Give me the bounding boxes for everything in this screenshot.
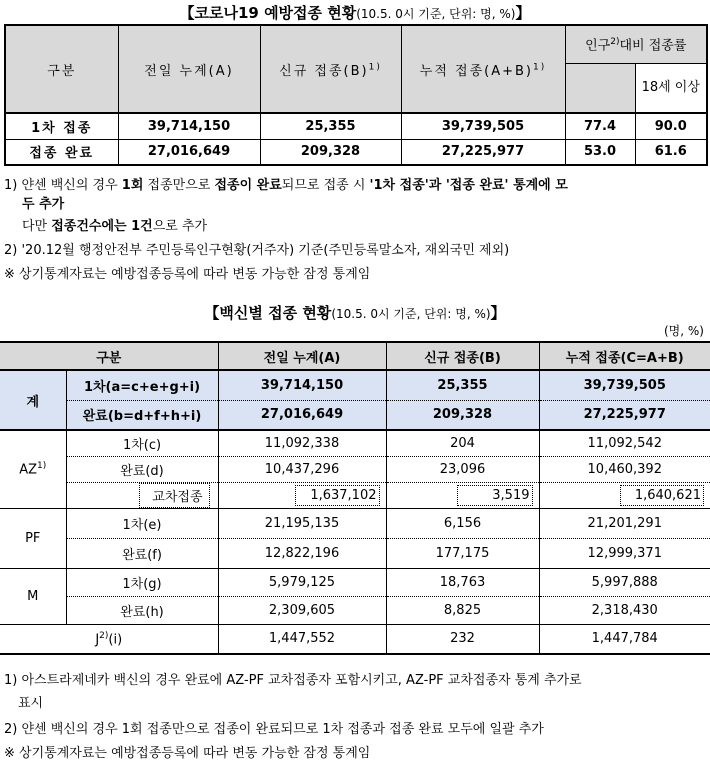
t2-az-r3-prev-cell — [218, 482, 386, 508]
t2-pf-r1-new: 6,156 — [386, 508, 539, 538]
t2-az-label — [0, 430, 66, 508]
t1-title-main: 【코로나19 예방접종 현황 — [179, 4, 357, 22]
t2-pf-r2-cum: 12,999,371 — [539, 538, 710, 568]
t1-note-1c-b: 접종건수에는 1건 — [51, 219, 153, 234]
t1-header-pop-label2: 대비 접종률 — [619, 38, 687, 54]
t2-j-prev: 1,447,552 — [218, 624, 386, 654]
t1-header-cum-sup: 1) — [532, 62, 547, 73]
t2-az-r3-label-cell — [66, 482, 218, 508]
t1-header-pop-sup: 2) — [610, 37, 620, 48]
t2-pf-r1-prev: 21,195,135 — [218, 508, 386, 538]
t1-row1-new: 25,355 — [260, 113, 401, 139]
t1-header-category: 구분 — [5, 25, 118, 113]
t2-pf-r1-label: 1차(e) — [66, 508, 218, 538]
t1-header-new — [260, 25, 401, 113]
t1-title-sub: (10.5. 0시 기준, 단위: 명, %) — [356, 7, 516, 21]
t1-row1-label: 1차 접종 — [5, 113, 118, 139]
t2-title-sub: (10.5. 0시 기준, 단위: 명, %) — [331, 307, 491, 321]
t2-m-r2-label: 완료(h) — [66, 596, 218, 624]
t2-total-r2-cum: 27,225,977 — [539, 400, 710, 430]
t2-title — [0, 302, 710, 323]
t1-row2-label: 접종 완료 — [5, 139, 118, 165]
t1-note-1a — [4, 174, 568, 193]
t2-j-sup: 2) — [99, 630, 109, 641]
t2-az-r2-cum: 10,460,392 — [539, 456, 710, 482]
t1-row1-age: 90.0 — [635, 113, 707, 139]
t2-az-r2-label: 완료(d) — [66, 456, 218, 482]
t2-note-1b: 표시 — [18, 696, 44, 711]
t2-title-main: 【백신별 접종 현황 — [204, 304, 332, 322]
t2-az-r3-prev: 1,637,102 — [295, 485, 379, 506]
t1-header-new-sup: 1) — [368, 62, 382, 73]
t1-note-1c-post: 으로 추가 — [152, 219, 208, 234]
t2-j-label — [0, 624, 218, 654]
t2-az-r2-new: 23,096 — [386, 456, 539, 482]
t2-pf-r2-label: 완료(f) — [66, 538, 218, 568]
t2-header-cum: 누적 접종(C=A+B) — [539, 342, 710, 370]
t1-note-1a-b2: 접종이 완료 — [214, 178, 282, 193]
vaccination-status-table — [4, 24, 708, 166]
t2-total-r2-label: 완료(b=d+f+h+i) — [66, 400, 218, 430]
t2-total-label: 계 — [0, 370, 66, 430]
t1-note-1a-mid: 접종만으로 — [143, 178, 215, 193]
t2-az-r1-label: 1차(c) — [66, 430, 218, 456]
t2-j-label-text: J — [95, 631, 100, 647]
t2-az-r3-cum: 1,640,621 — [620, 485, 704, 506]
t2-j-suffix: (i) — [108, 631, 123, 647]
t1-row2-new: 209,328 — [260, 139, 401, 165]
t2-m-r1-new: 18,763 — [386, 568, 539, 596]
t2-az-r3-new: 3,519 — [457, 485, 532, 506]
t2-pf-r1-cum: 21,201,291 — [539, 508, 710, 538]
t1-header-pop-blank — [565, 63, 635, 113]
t1-note-2: 2) '20.12월 행정안전부 주민등록인구현황(거주자) 기준(주민등록말소자, 재외국민 제외) — [4, 243, 510, 258]
t1-row2-age: 61.6 — [635, 139, 707, 165]
t2-az-r2-prev: 10,437,296 — [218, 456, 386, 482]
t2-unit: (명, %) — [664, 324, 704, 338]
t1-row2-pop: 53.0 — [565, 139, 635, 165]
vaccine-type-table — [0, 341, 710, 655]
t1-header-new-label: 신규 접종(B) — [279, 63, 369, 79]
t1-note-1a-b1: 1회 — [121, 178, 144, 193]
t2-total-r1-prev: 39,714,150 — [218, 370, 386, 400]
t1-title — [0, 2, 710, 23]
t2-m-r1-cum: 5,997,888 — [539, 568, 710, 596]
t1-row2-prev: 27,016,649 — [118, 139, 260, 165]
t2-az-r1-new: 204 — [386, 430, 539, 456]
t2-m-r2-cum: 2,318,430 — [539, 596, 710, 624]
t2-pf-r2-prev: 12,822,196 — [218, 538, 386, 568]
t2-az-r1-prev: 11,092,338 — [218, 430, 386, 456]
t2-m-r2-new: 8,825 — [386, 596, 539, 624]
t2-total-r1-label: 1차(a=c+e+g+i) — [66, 370, 218, 400]
t2-note-2: 2) 얀센 백신의 경우 1회 접종만으로 접종이 완료되므로 1차 접종과 접종 완료 모두에 일괄 추가 — [4, 722, 544, 737]
t2-m-label: M — [0, 568, 66, 624]
t2-m-r1-label: 1차(g) — [66, 568, 218, 596]
t1-note-3: ※ 상기통계자료는 예방접종등록에 따라 변동 가능한 잠정 통계임 — [4, 267, 371, 282]
t2-az-sup: 1) — [37, 461, 47, 472]
t2-m-r1-prev: 5,979,125 — [218, 568, 386, 596]
t2-pf-r2-new: 177,175 — [386, 538, 539, 568]
t2-az-r3-new-cell — [386, 482, 539, 508]
t1-header-pop — [565, 25, 707, 63]
t1-note-1a-b3: '1차 접종'과 '접종 완료' 통계에 모 — [369, 178, 568, 193]
t2-note-3: ※ 상기통계자료는 예방접종등록에 따라 변동 가능한 잠정 통계임 — [4, 746, 371, 761]
t1-note-1c — [22, 215, 207, 234]
t2-az-r3-label: 교차접종 — [139, 483, 209, 508]
t2-header-category: 구분 — [0, 342, 218, 370]
t1-row1-prev: 39,714,150 — [118, 113, 260, 139]
t2-total-r2-new: 209,328 — [386, 400, 539, 430]
t1-header-age: 18세 이상 — [635, 63, 707, 113]
t2-az-label-text: AZ — [19, 462, 38, 478]
t2-header-new: 신규 접종(B) — [386, 342, 539, 370]
t2-total-r1-cum: 39,739,505 — [539, 370, 710, 400]
t1-header-cum-label: 누적 접종(A+B) — [419, 63, 533, 79]
t2-m-r2-prev: 2,309,605 — [218, 596, 386, 624]
t2-note-1a: 1) 아스트라제네카 백신의 경우 완료에 AZ-PF 교차접종자 포함시키고, AZ-PF 교차접종자 통계 추가로 — [4, 673, 582, 688]
t1-note-1c-pre: 다만 — [22, 219, 52, 234]
t2-total-r2-prev: 27,016,649 — [218, 400, 386, 430]
t1-row1-cum: 39,739,505 — [401, 113, 565, 139]
t2-az-r3-cum-cell — [539, 482, 710, 508]
t1-header-pop-label: 인구 — [585, 38, 611, 54]
t1-row1-pop: 77.4 — [565, 113, 635, 139]
t1-header-prev: 전일 누계(A) — [118, 25, 260, 113]
t1-row2-cum: 27,225,977 — [401, 139, 565, 165]
t1-note-1b: 두 추가 — [22, 197, 65, 212]
t2-pf-label: PF — [0, 508, 66, 568]
t1-note-1a-pre: 1) 얀센 백신의 경우 — [4, 178, 122, 193]
t2-header-prev: 전일 누계(A) — [218, 342, 386, 370]
t2-j-new: 232 — [386, 624, 539, 654]
t2-az-r1-cum: 11,092,542 — [539, 430, 710, 456]
t2-j-cum: 1,447,784 — [539, 624, 710, 654]
t2-title-end: 】 — [490, 304, 506, 322]
t2-total-r1-new: 25,355 — [386, 370, 539, 400]
t1-header-cum — [401, 25, 565, 113]
t1-note-1a-mid2: 되므로 접종 시 — [281, 178, 370, 193]
t1-title-end: 】 — [515, 4, 531, 22]
